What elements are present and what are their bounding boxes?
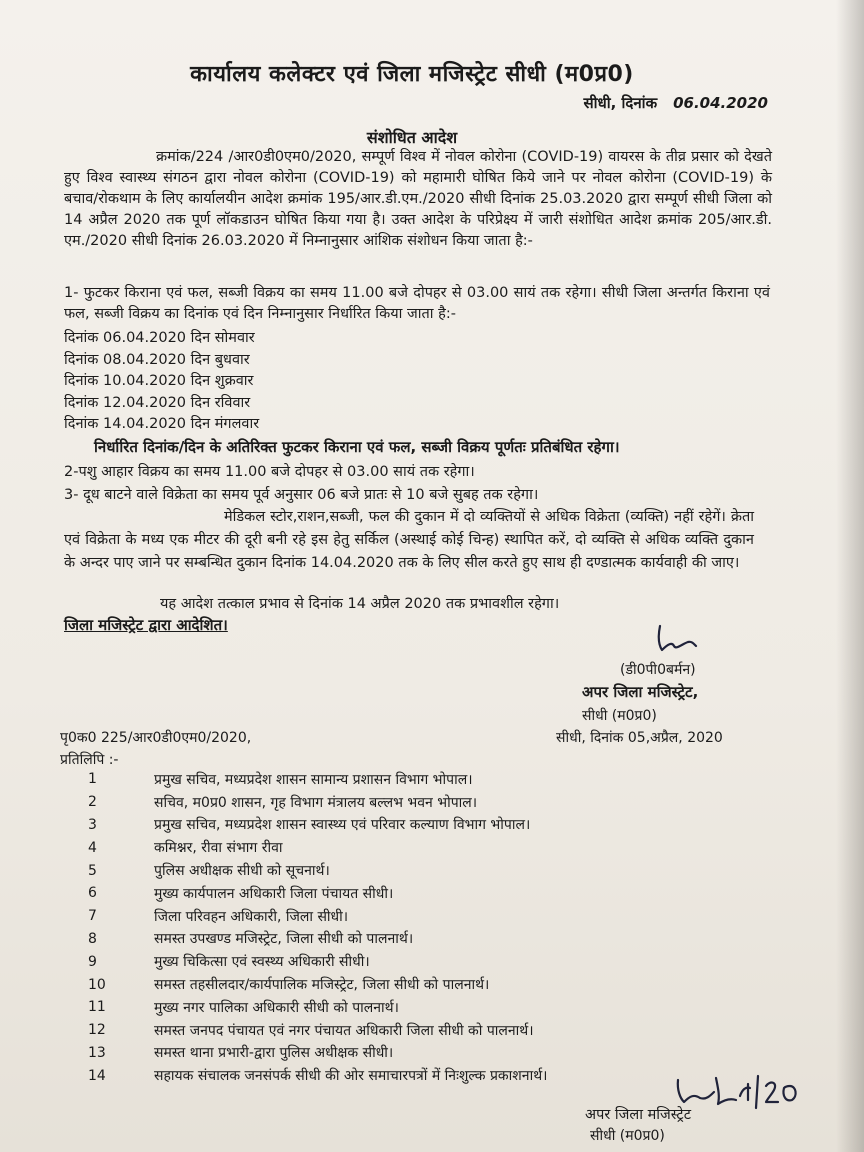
copy-row — [80, 1019, 720, 1042]
header-place-date — [583, 93, 768, 113]
point-2: 2-पशु आहार विक्रय का समय 11.00 बजे दोपहर से 03.00 सायं तक रहेगा। — [64, 464, 475, 480]
copy-number: 13 — [88, 1044, 106, 1061]
copy-number: 11 — [88, 999, 106, 1016]
endorsement-number: पृ0क0 225/आर0डी0एम0/2020, — [60, 730, 252, 746]
order-heading: संशोधित आदेश — [366, 128, 458, 147]
copy-number: 3 — [88, 816, 97, 833]
copy-text: मुख्य नगर पालिका अधिकारी सीधी को पालनार्थ। — [154, 999, 399, 1016]
point-1: 1- फुटकर किराना एवं फल, सब्जी विक्रय का समय 11.00 बजे दोपहर से 03.00 सायं तक रहेगा। सीधी जिला अन्तर्गत किराना एवं फल, सब्जी विक्रय का दिनांक एवं दिन निम्नानुसार निर्धारित किया जाता है:- — [64, 285, 770, 322]
point-4: मेडिकल स्टोर,राशन,सब्जी, फल की दुकान में दो व्यक्तियों से अधिक विक्रेता (व्यक्ति) नहीं रहेगें। क्रेता एवं विक्रेता के मध्य एक मीटर की दूरी बनी रहे इस हेतु सर्किल (अस्थाई कोई चिन्ह) स्थापित करें, दो व्यक्ति से अधिक व्यक्ति दुकान के अन्दर पाए जाने पर सम्बन्धित दुकान दिनांक 14.04.2020 तक के लिए सील करते हुए साथ ही दण्डात्मक कार्यवाही की जाए। — [64, 509, 754, 571]
restriction-line: निर्धारित दिनांक/दिन के अतिरिक्त फुटकर किराना एवं फल, सब्जी विक्रय पूर्णतः प्रतिबंधित रहेगा। — [94, 438, 620, 456]
copy-text: प्रमुख सचिव, मध्यप्रदेश शासन सामान्य प्रशासन विभाग भोपाल। — [154, 771, 473, 788]
copy-list — [80, 768, 720, 1087]
copy-text: समस्त उपखण्ड मजिस्ट्रेट, जिला सीधी को पालनार्थ। — [154, 931, 414, 948]
copy-text: पुलिस अधीक्षक सीधी को सूचनार्थ। — [154, 863, 330, 880]
copy-text: समस्त थाना प्रभारी-द्वारा पुलिस अधीक्षक सीधी। — [154, 1045, 394, 1062]
copy-row — [80, 905, 720, 928]
validity-line: यह आदेश तत्काल प्रभाव से दिनांक 14 अप्रैल 2020 तक प्रभावशील रहेगा। — [160, 596, 560, 612]
copy-number: 7 — [88, 908, 97, 925]
header-date: 06.04.2020 — [673, 94, 768, 112]
handwritten-date-signature — [674, 1070, 804, 1114]
copy-number: 2 — [88, 794, 97, 811]
copy-number: 8 — [88, 930, 97, 947]
copy-row — [80, 768, 720, 791]
copy-row — [80, 928, 720, 951]
copy-row — [80, 1042, 720, 1065]
signatory2-place: सीधी (म0प्र0) — [590, 1128, 665, 1144]
signatory-post: अपर जिला मजिस्ट्रेट, — [582, 683, 699, 701]
point-3: 3- दूध बाटने वाले विक्रेता का समय पूर्व अनुसार 06 बजे प्रातः से 10 बजे सुबह तक रहेगा। — [64, 487, 539, 503]
signatory-place: सीधी (म0प्र0) — [582, 708, 657, 724]
copy-text: कमिश्नर, रीवा संभाग रीवा — [154, 840, 283, 857]
copy-number: 10 — [88, 976, 106, 993]
copy-text: जिला परिवहन अधिकारी, जिला सीधी। — [154, 908, 349, 925]
copy-text: मुख्य कार्यपालन अधिकारी जिला पंचायत सीधी। — [154, 885, 394, 902]
copy-row — [80, 814, 720, 837]
endorsement-place-date: सीधी, दिनांक 05,अप्रैल, 2020 — [556, 730, 723, 746]
copy-number: 5 — [88, 862, 97, 879]
copy-row — [80, 882, 720, 905]
copy-text: सहायक संचालक जनसंपर्क सीधी की ओर समाचारपत्रों में निःशुल्क प्रकाशनार्थ। — [154, 1068, 548, 1085]
schedule-item: दिनांक 14.04.2020 दिन मंगलवार — [64, 416, 260, 432]
office-title: कार्यालय कलेक्टर एवं जिला मजिस्ट्रेट सीधी (म0प्र0) — [190, 62, 634, 87]
copy-number: 12 — [88, 1022, 106, 1039]
header-place: सीधी, दिनांक — [583, 94, 658, 112]
copy-number: 1 — [88, 771, 97, 788]
copy-label: प्रतिलिपि :- — [60, 752, 119, 768]
page-edge-shadow — [836, 0, 864, 1152]
intro-paragraph: क्रमांक/224 /आर0डी0एम0/2020, सम्पूर्ण विश्व में नोवल कोरोना (COVID-19) वायरस के तीव्र प्रसार को देखते हुए विश्व स्वास्थ्य संगठन द्वारा नोवल कोरोना (COVID-19) को महामारी घोषित किये जाने पर नोवल कोरोना (COVID-19) के बचाव/रोकथाम के लिए कार्यालयीन आदेश क्रमांक 195/आर.डी.एम./2020 सीधी दिनांक 25.03.2020 द्वारा सम्पूर्ण सीधी जिला को 14 अप्रैल 2020 तक पूर्ण लॉकडाउन घोषित किया गया है। उक्त आदेश के परिप्रेक्ष्य में जारी संशोधित आदेश क्रमांक 205/आर.डी. एम./2020 सीधी दिनांक 26.03.2020 में निम्नानुसार आंशिक संशोधन किया जाता है:- — [64, 149, 772, 249]
copy-number: 14 — [88, 1067, 106, 1084]
copy-row — [80, 859, 720, 882]
copy-row — [80, 950, 720, 973]
schedule-item: दिनांक 06.04.2020 दिन सोमवार — [64, 330, 255, 346]
schedule-item: दिनांक 10.04.2020 दिन शुक्रवार — [64, 373, 254, 389]
schedule-list — [64, 328, 259, 436]
copy-number: 4 — [88, 839, 97, 856]
copy-row — [80, 1064, 720, 1087]
ordered-by-line: जिला मजिस्ट्रेट द्वारा आदेशित। — [64, 616, 228, 634]
copy-row — [80, 791, 720, 814]
copy-text: सचिव, म0प्र0 शासन, गृह विभाग मंत्रालय बल्लभ भवन भोपाल। — [154, 794, 478, 811]
schedule-item: दिनांक 12.04.2020 दिन रविवार — [64, 394, 251, 411]
copy-row — [80, 836, 720, 859]
copy-number: 9 — [88, 953, 97, 970]
copy-text: समस्त जनपद पंचायत एवं नगर पंचायत अधिकारी जिला सीधी को पालनार्थ। — [154, 1022, 534, 1039]
signatory-name: (डी0पी0बर्मन) — [620, 662, 696, 678]
signatory2-post: अपर जिला मजिस्ट्रेट — [585, 1107, 692, 1123]
copy-text: समस्त तहसीलदार/कार्यपालिक मजिस्ट्रेट, जिला सीधी को पालनार्थ। — [154, 977, 490, 994]
copy-text: मुख्य चिकित्सा एवं स्वस्थ्य अधिकारी सीधी। — [154, 954, 370, 971]
schedule-item: दिनांक 08.04.2020 दिन बुधवार — [64, 351, 250, 368]
copy-row — [80, 973, 720, 996]
signature-mark — [652, 622, 700, 658]
copy-number: 6 — [88, 885, 97, 902]
copy-text: प्रमुख सचिव, मध्यप्रदेश शासन स्वास्थ्य एवं परिवार कल्याण विभाग भोपाल। — [154, 817, 531, 834]
copy-row — [80, 996, 720, 1019]
